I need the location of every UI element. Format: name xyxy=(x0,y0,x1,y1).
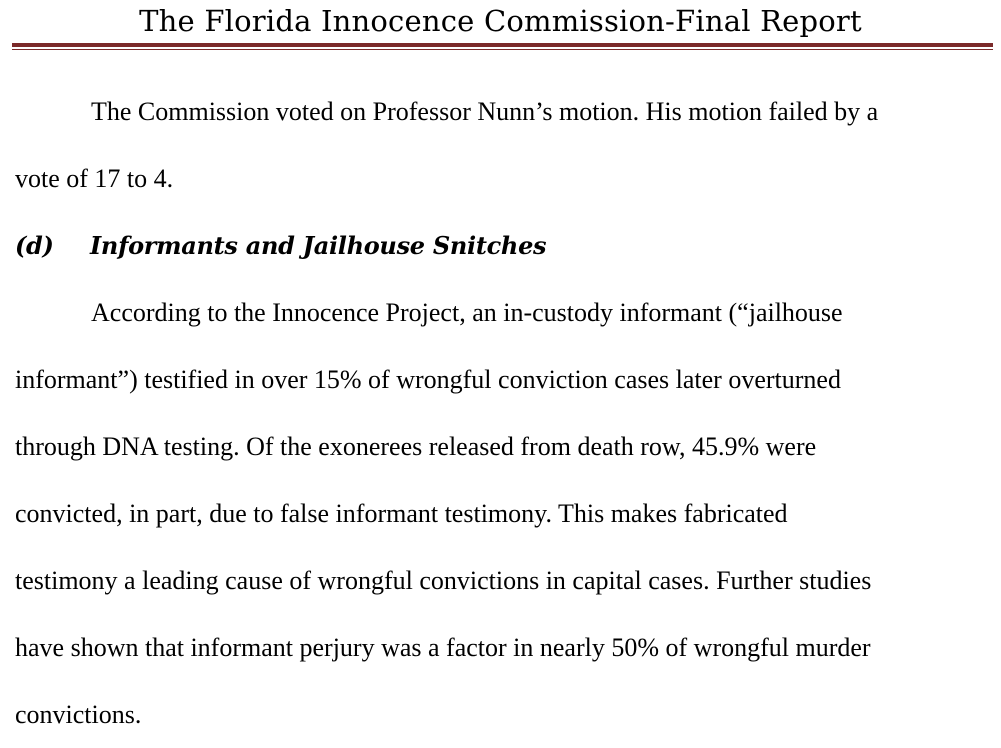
paragraph-2-line-1: According to the Innocence Project, an in-custody informant (“jailhouse xyxy=(91,298,843,327)
paragraph-1-line-1: The Commission voted on Professor Nunn’s motion. His motion failed by a xyxy=(91,97,879,126)
paragraph-2-line-2: informant”) testified in over 15% of wrongful conviction cases later overturned xyxy=(15,365,841,394)
section-heading xyxy=(15,212,990,279)
paragraph-2-line-6: have shown that informant perjury was a factor in nearly 50% of wrongful murder xyxy=(15,633,871,662)
section-heading-marker: (d) xyxy=(15,231,54,260)
report-title: The Florida Innocence Commission-Final Report xyxy=(139,4,862,38)
paragraph-2-line-4: convicted, in part, due to false informant testimony. This makes fabricated xyxy=(15,499,788,528)
paragraph-2-line-7: convictions. xyxy=(15,700,142,729)
paragraph-1-line-2: vote of 17 to 4. xyxy=(15,164,174,193)
header-rule-thin xyxy=(12,49,993,50)
paragraph-2-line-5: testimony a leading cause of wrongful convictions in capital cases. Further studies xyxy=(15,566,872,595)
section-heading-title: Informants and Jailhouse Snitches xyxy=(90,231,547,260)
page-header xyxy=(0,0,1001,52)
paragraph-2-line-3: through DNA testing. Of the exonerees released from death row, 45.9% were xyxy=(15,432,817,461)
header-rule-thick xyxy=(12,43,993,47)
